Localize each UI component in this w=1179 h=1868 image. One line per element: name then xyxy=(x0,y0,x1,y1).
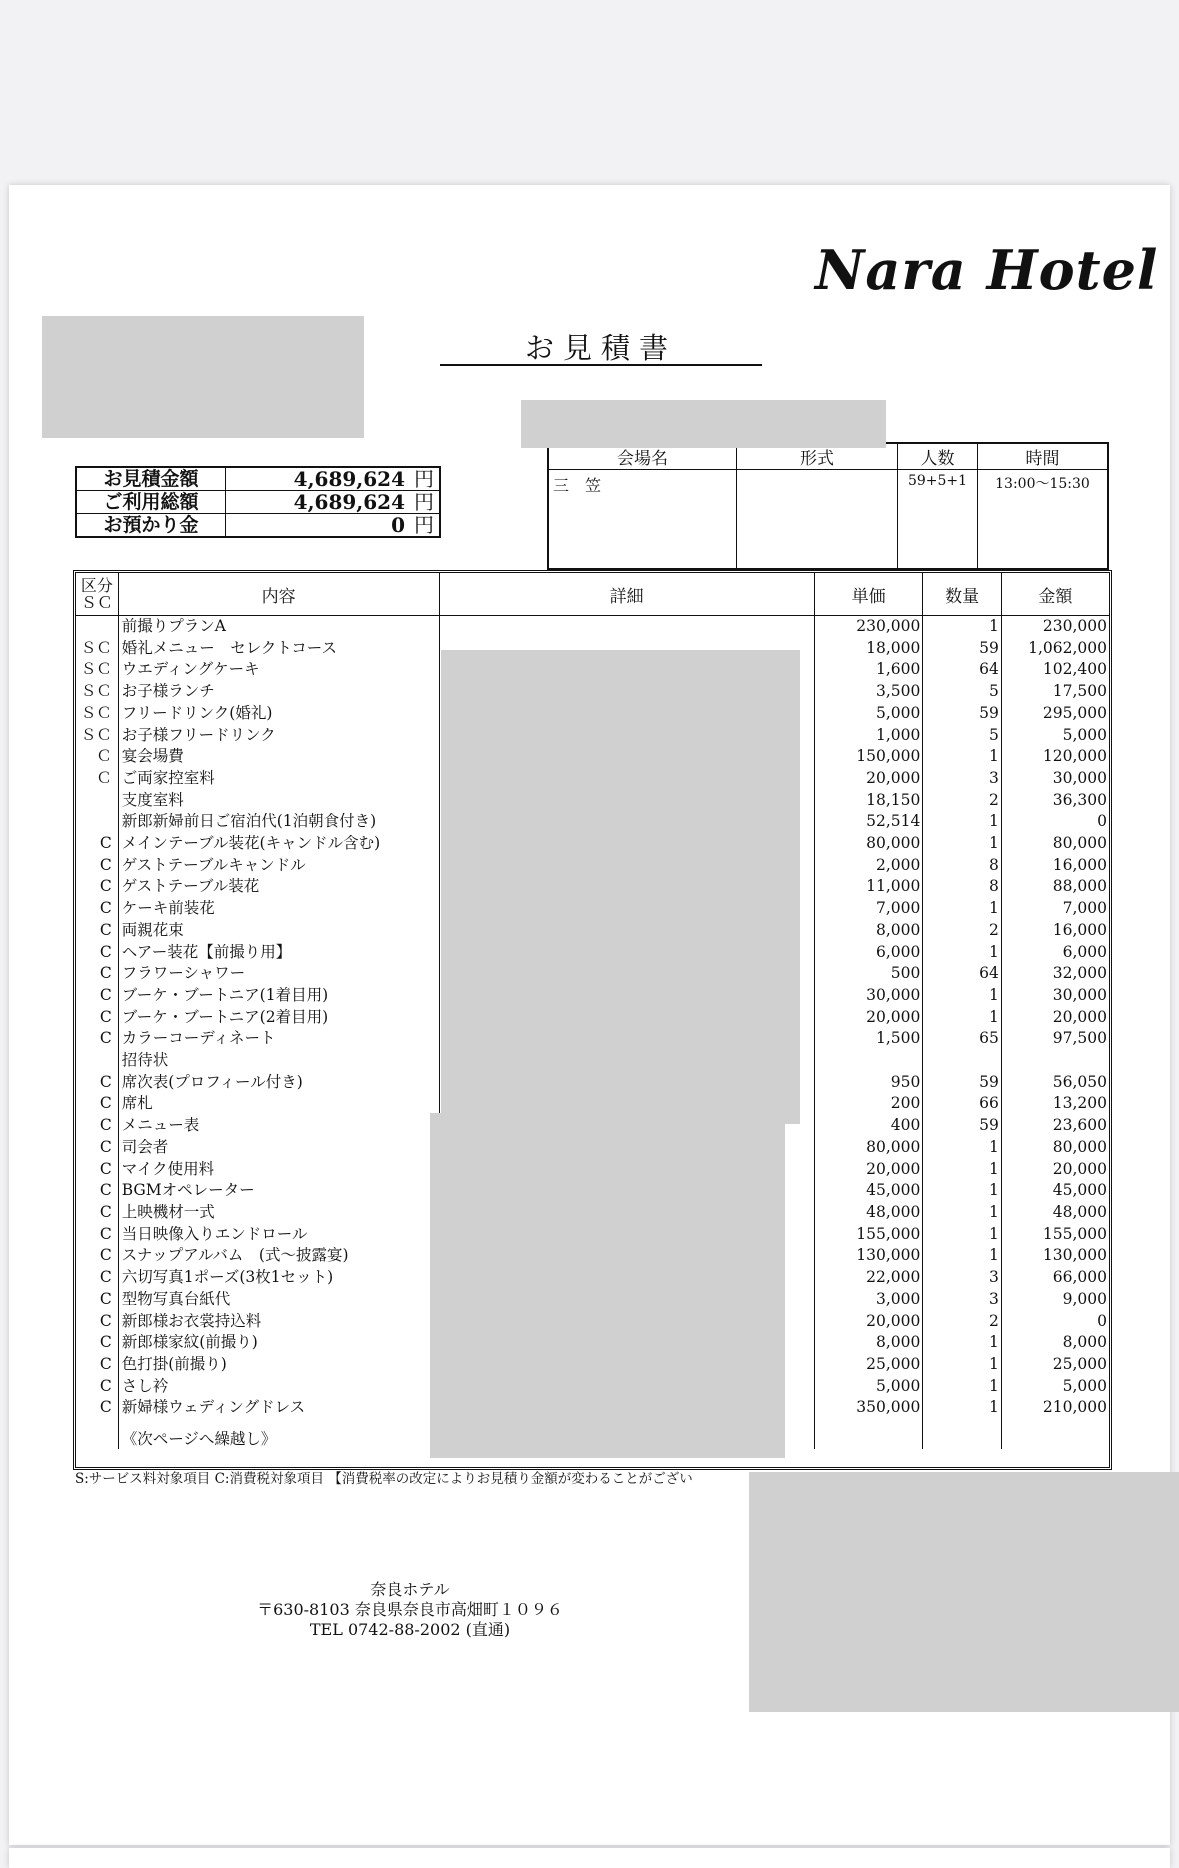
sc-code: C xyxy=(76,1224,118,1246)
venue-table xyxy=(547,442,1109,570)
hotel-logo: Nara Hotel xyxy=(815,238,1159,302)
item-name: ご両家控室料 xyxy=(118,768,439,790)
unit-price: 22,000 xyxy=(814,1267,923,1289)
sc-code: C xyxy=(76,963,118,985)
unit-price: 150,000 xyxy=(814,746,923,768)
unit-price: 20,000 xyxy=(814,1311,923,1333)
hotel-postal: 〒630-8103 奈良県奈良市高畑町１０９６ xyxy=(257,1600,563,1619)
sc-code: ＳＣ xyxy=(76,659,118,681)
unit-price: 80,000 xyxy=(814,833,923,855)
sc-code: C xyxy=(76,1202,118,1224)
quantity: 3 xyxy=(923,768,1001,790)
amount: 88,000 xyxy=(1001,876,1109,898)
amount: 210,000 xyxy=(1001,1397,1109,1419)
item-name: BGMオペレーター xyxy=(118,1180,439,1202)
hotel-name: 奈良ホテル xyxy=(370,1580,450,1599)
quantity: 65 xyxy=(923,1028,1001,1050)
header-detail: 詳細 xyxy=(439,573,814,616)
footnote: S:サービス料対象項目 C:消費税対象項目 【消費税率の改定によりお見積り金額が変わることがござい xyxy=(75,1471,693,1487)
item-name: 上映機材一式 xyxy=(118,1202,439,1224)
amount: 45,000 xyxy=(1001,1180,1109,1202)
redacted-block xyxy=(749,1472,1179,1712)
sc-code: C xyxy=(76,1354,118,1376)
amount: 7,000 xyxy=(1001,898,1109,920)
document-title: お見積書 xyxy=(440,326,762,366)
quantity: 5 xyxy=(923,681,1001,703)
item-name: フラワーシャワー xyxy=(118,963,439,985)
unit-price: 11,000 xyxy=(814,876,923,898)
amount: 23,600 xyxy=(1001,1115,1109,1137)
venue-time: 13:00〜15:30 xyxy=(978,470,1109,570)
item-name: 席札 xyxy=(118,1093,439,1115)
sc-code: C xyxy=(76,833,118,855)
item-name: 新婦様ウェディングドレス xyxy=(118,1397,439,1419)
quantity: 2 xyxy=(923,1311,1001,1333)
redacted-block xyxy=(42,316,364,438)
quantity: 1 xyxy=(923,833,1001,855)
item-name: 型物写真台紙代 xyxy=(118,1289,439,1311)
item-name: フリードリンク(婚礼) xyxy=(118,703,439,725)
unit-price: 52,514 xyxy=(814,811,923,833)
item-name: ゲストテーブル装花 xyxy=(118,876,439,898)
sc-code: ＳＣ xyxy=(76,681,118,703)
redacted-block xyxy=(521,400,886,448)
quantity: 64 xyxy=(923,659,1001,681)
item-detail xyxy=(439,616,814,638)
sc-code: Ｃ xyxy=(76,768,118,790)
redacted-detail xyxy=(441,650,800,1124)
item-name: 新郎様お衣裳持込料 xyxy=(118,1311,439,1333)
venue-name: 三 笠 xyxy=(548,470,737,570)
item-name: 両親花束 xyxy=(118,920,439,942)
sc-code xyxy=(76,790,118,812)
unit-price: 2,000 xyxy=(814,855,923,877)
summary-value: 0 xyxy=(226,514,410,538)
item-name: お子様フリードリンク xyxy=(118,725,439,747)
summary-row xyxy=(76,467,440,491)
sc-code: C xyxy=(76,920,118,942)
venue-header-name: 会場名 xyxy=(548,443,737,470)
summary-unit: 円 xyxy=(409,514,440,538)
header-amount: 金額 xyxy=(1001,573,1109,616)
quantity: 1 xyxy=(923,1159,1001,1181)
item-name: 色打掛(前撮り) xyxy=(118,1354,439,1376)
sc-code: C xyxy=(76,1007,118,1029)
item-name: 支度室料 xyxy=(118,790,439,812)
quantity: 1 xyxy=(923,1245,1001,1267)
header-unit-price: 単価 xyxy=(814,573,923,616)
item-name: ブーケ・ブートニア(1着目用) xyxy=(118,985,439,1007)
item-name: メニュー表 xyxy=(118,1115,439,1137)
item-name: 新郎様家紋(前撮り) xyxy=(118,1332,439,1354)
venue-header-guests: 人数 xyxy=(898,443,978,470)
quantity: 1 xyxy=(923,1137,1001,1159)
sc-code: C xyxy=(76,1332,118,1354)
empty-cell xyxy=(814,1419,923,1449)
unit-price: 500 xyxy=(814,963,923,985)
item-name: 司会者 xyxy=(118,1137,439,1159)
amount: 20,000 xyxy=(1001,1007,1109,1029)
item-name: マイク使用料 xyxy=(118,1159,439,1181)
unit-price: 950 xyxy=(814,1072,923,1094)
header-kubun: 区分 ＳＣ xyxy=(76,573,118,616)
quantity: 1 xyxy=(923,1376,1001,1398)
unit-price: 155,000 xyxy=(814,1224,923,1246)
amount: 230,000 xyxy=(1001,616,1109,638)
unit-price: 5,000 xyxy=(814,703,923,725)
item-name: メインテーブル装花(キャンドル含む) xyxy=(118,833,439,855)
sc-code: C xyxy=(76,1028,118,1050)
sc-code: C xyxy=(76,855,118,877)
hotel-address xyxy=(200,1580,620,1640)
item-name: カラーコーディネート xyxy=(118,1028,439,1050)
item-name: 宴会場費 xyxy=(118,746,439,768)
quantity: 1 xyxy=(923,1007,1001,1029)
amount: 16,000 xyxy=(1001,920,1109,942)
amount: 0 xyxy=(1001,811,1109,833)
unit-price: 8,000 xyxy=(814,920,923,942)
quantity: 1 xyxy=(923,942,1001,964)
quantity: 59 xyxy=(923,1072,1001,1094)
quantity: 1 xyxy=(923,985,1001,1007)
unit-price: 230,000 xyxy=(814,616,923,638)
item-name: ヘアー装花【前撮り用】 xyxy=(118,942,439,964)
item-name: ケーキ前装花 xyxy=(118,898,439,920)
unit-price: 45,000 xyxy=(814,1180,923,1202)
amount: 155,000 xyxy=(1001,1224,1109,1246)
amount: 36,300 xyxy=(1001,790,1109,812)
amount: 102,400 xyxy=(1001,659,1109,681)
hotel-tel: TEL 0742-88-2002 (直通) xyxy=(309,1620,511,1639)
item-name: 六切写真1ポーズ(3枚1セット) xyxy=(118,1267,439,1289)
quantity: 1 xyxy=(923,898,1001,920)
quantity: 1 xyxy=(923,1202,1001,1224)
sc-code xyxy=(76,616,118,638)
amount: 25,000 xyxy=(1001,1354,1109,1376)
sc-code: ＳＣ xyxy=(76,638,118,660)
quantity: 8 xyxy=(923,876,1001,898)
unit-price: 18,150 xyxy=(814,790,923,812)
quantity: 1 xyxy=(923,1224,1001,1246)
quantity xyxy=(923,1050,1001,1072)
item-name: お子様ランチ xyxy=(118,681,439,703)
amount: 97,500 xyxy=(1001,1028,1109,1050)
item-name: 当日映像入りエンドロール xyxy=(118,1224,439,1246)
item-name: 前撮りプランA xyxy=(118,616,439,638)
carry-over-label: 《次ページへ繰越し》 xyxy=(118,1419,439,1449)
amount: 20,000 xyxy=(1001,1159,1109,1181)
quantity: 64 xyxy=(923,963,1001,985)
amount: 295,000 xyxy=(1001,703,1109,725)
sc-code: C xyxy=(76,1376,118,1398)
quantity: 59 xyxy=(923,703,1001,725)
unit-price: 18,000 xyxy=(814,638,923,660)
summary-row xyxy=(76,491,440,514)
amount: 80,000 xyxy=(1001,833,1109,855)
quantity: 59 xyxy=(923,638,1001,660)
quantity: 66 xyxy=(923,1093,1001,1115)
unit-price: 5,000 xyxy=(814,1376,923,1398)
sc-code: Ｃ xyxy=(76,746,118,768)
sc-code: C xyxy=(76,942,118,964)
sc-code: C xyxy=(76,1180,118,1202)
sc-code: C xyxy=(76,1093,118,1115)
item-name: 招待状 xyxy=(118,1050,439,1072)
header-content: 内容 xyxy=(118,573,439,616)
summary-label: お預かり金 xyxy=(76,514,226,538)
amount: 17,500 xyxy=(1001,681,1109,703)
unit-price: 80,000 xyxy=(814,1137,923,1159)
item-name: 婚礼メニュー セレクトコース xyxy=(118,638,439,660)
quantity: 1 xyxy=(923,811,1001,833)
unit-price: 3,500 xyxy=(814,681,923,703)
sc-code: C xyxy=(76,1245,118,1267)
unit-price: 3,000 xyxy=(814,1289,923,1311)
unit-price: 6,000 xyxy=(814,942,923,964)
quantity: 59 xyxy=(923,1115,1001,1137)
amount: 1,062,000 xyxy=(1001,638,1109,660)
quantity: 1 xyxy=(923,1332,1001,1354)
unit-price: 30,000 xyxy=(814,985,923,1007)
unit-price: 20,000 xyxy=(814,768,923,790)
amount xyxy=(1001,1050,1109,1072)
amount: 120,000 xyxy=(1001,746,1109,768)
item-name: スナップアルバム (式〜披露宴) xyxy=(118,1245,439,1267)
sc-code: C xyxy=(76,898,118,920)
sc-code: ＳＣ xyxy=(76,703,118,725)
header-qty: 数量 xyxy=(923,573,1001,616)
amount: 30,000 xyxy=(1001,985,1109,1007)
item-name: ゲストテーブルキャンドル xyxy=(118,855,439,877)
sc-code: C xyxy=(76,876,118,898)
quantity: 8 xyxy=(923,855,1001,877)
summary-value: 4,689,624 xyxy=(226,467,410,491)
unit-price: 130,000 xyxy=(814,1245,923,1267)
venue-header-format: 形式 xyxy=(737,443,898,470)
quantity: 5 xyxy=(923,725,1001,747)
unit-price: 20,000 xyxy=(814,1159,923,1181)
unit-price: 48,000 xyxy=(814,1202,923,1224)
amount: 5,000 xyxy=(1001,725,1109,747)
amount: 5,000 xyxy=(1001,1376,1109,1398)
amount: 30,000 xyxy=(1001,768,1109,790)
sc-code: C xyxy=(76,1267,118,1289)
unit-price: 1,600 xyxy=(814,659,923,681)
sc-code: C xyxy=(76,1289,118,1311)
unit-price: 1,000 xyxy=(814,725,923,747)
amount: 6,000 xyxy=(1001,942,1109,964)
amount: 8,000 xyxy=(1001,1332,1109,1354)
amount: 32,000 xyxy=(1001,963,1109,985)
item-name: 新郎新婦前日ご宿泊代(1泊朝食付き) xyxy=(118,811,439,833)
summary-unit: 円 xyxy=(409,491,440,514)
venue-guests: 59+5+1 xyxy=(898,470,978,570)
empty-cell xyxy=(76,1419,118,1449)
amount: 9,000 xyxy=(1001,1289,1109,1311)
sc-code: C xyxy=(76,1397,118,1419)
summary-unit: 円 xyxy=(409,467,440,491)
summary-label: お見積金額 xyxy=(76,467,226,491)
quantity: 3 xyxy=(923,1289,1001,1311)
amount: 130,000 xyxy=(1001,1245,1109,1267)
unit-price: 20,000 xyxy=(814,1007,923,1029)
summary-row xyxy=(76,514,440,538)
summary-table xyxy=(75,466,441,538)
item-name: 席次表(プロフィール付き) xyxy=(118,1072,439,1094)
amount: 80,000 xyxy=(1001,1137,1109,1159)
quantity: 1 xyxy=(923,1180,1001,1202)
quantity: 1 xyxy=(923,746,1001,768)
table-row xyxy=(76,616,1109,638)
sc-code: ＳＣ xyxy=(76,725,118,747)
item-name: ブーケ・ブートニア(2着目用) xyxy=(118,1007,439,1029)
quantity: 1 xyxy=(923,1354,1001,1376)
redacted-detail xyxy=(430,1113,785,1458)
item-name: ウエディングケーキ xyxy=(118,659,439,681)
quantity: 1 xyxy=(923,616,1001,638)
unit-price: 400 xyxy=(814,1115,923,1137)
amount: 16,000 xyxy=(1001,855,1109,877)
amount: 66,000 xyxy=(1001,1267,1109,1289)
quantity: 1 xyxy=(923,1397,1001,1419)
quantity: 2 xyxy=(923,920,1001,942)
unit-price: 1,500 xyxy=(814,1028,923,1050)
sc-code: C xyxy=(76,1159,118,1181)
venue-header-time: 時間 xyxy=(978,443,1109,470)
sc-code: C xyxy=(76,1072,118,1094)
amount: 13,200 xyxy=(1001,1093,1109,1115)
summary-value: 4,689,624 xyxy=(226,491,410,514)
unit-price: 8,000 xyxy=(814,1332,923,1354)
sc-code xyxy=(76,1050,118,1072)
quantity: 2 xyxy=(923,790,1001,812)
empty-cell xyxy=(1001,1419,1109,1449)
venue-format xyxy=(737,470,898,570)
sc-code xyxy=(76,811,118,833)
amount: 0 xyxy=(1001,1311,1109,1333)
unit-price: 7,000 xyxy=(814,898,923,920)
unit-price: 350,000 xyxy=(814,1397,923,1419)
sc-code: C xyxy=(76,1311,118,1333)
sc-code: C xyxy=(76,985,118,1007)
unit-price: 25,000 xyxy=(814,1354,923,1376)
sc-code: C xyxy=(76,1115,118,1137)
quantity: 3 xyxy=(923,1267,1001,1289)
unit-price xyxy=(814,1050,923,1072)
summary-label: ご利用総額 xyxy=(76,491,226,514)
unit-price: 200 xyxy=(814,1093,923,1115)
amount: 56,050 xyxy=(1001,1072,1109,1094)
next-page-edge xyxy=(9,1848,1170,1868)
item-name: さし衿 xyxy=(118,1376,439,1398)
empty-cell xyxy=(923,1419,1001,1449)
amount: 48,000 xyxy=(1001,1202,1109,1224)
sc-code: C xyxy=(76,1137,118,1159)
